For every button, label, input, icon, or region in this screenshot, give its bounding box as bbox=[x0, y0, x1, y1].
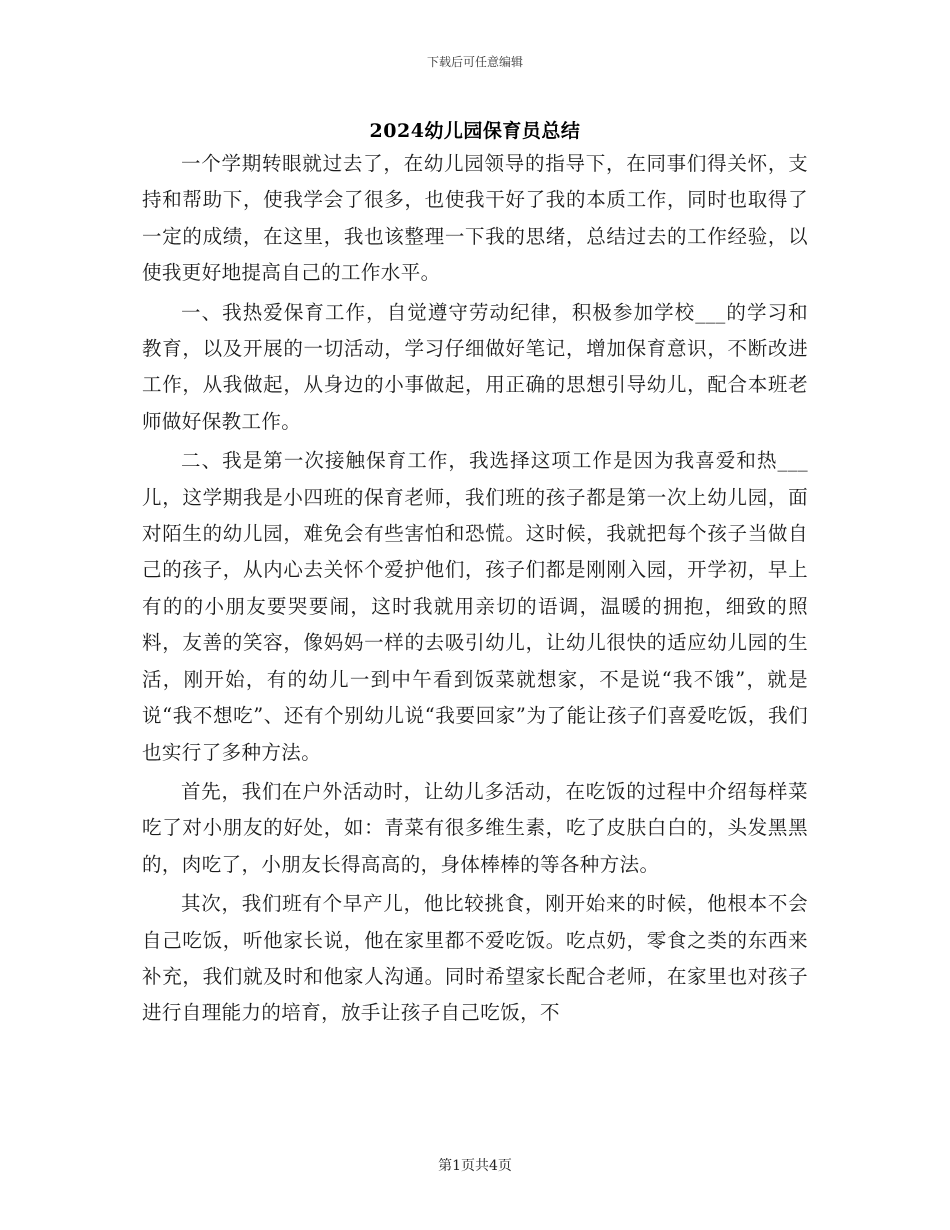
paragraph-first: 首先，我们在户外活动时，让幼儿多活动，在吃饭的过程中介绍每样菜吃了对小朋友的好处，如：青菜有很多维生素，吃了皮肤白白的，头发黑黑的，肉吃了，小朋友长得高高的，身体棒棒的等各种方法。 bbox=[142, 779, 808, 876]
document-body bbox=[142, 146, 808, 1035]
paragraph-point-one: 一、我热爱保育工作，自觉遵守劳动纪律，积极参加学校___的学习和教育，以及开展的一切活动，学习仔细做好笔记，增加保育意识，不断改进工作，从我做起，从身边的小事做起，用正确的思想引导幼儿，配合本班老师做好保教工作。 bbox=[142, 300, 808, 433]
paragraph-intro: 一个学期转眼就过去了，在幼儿园领导的指导下，在同事们得关怀，支持和帮助下，使我学会了很多，也使我干好了我的本质工作，同时也取得了一定的成绩，在这里，我也该整理一下我的思绪，总结过去的工作经验，以使我更好地提高自己的工作水平。 bbox=[142, 152, 808, 285]
header-note: 下载后可任意编辑 bbox=[426, 55, 523, 69]
paragraph-point-two: 二、我是第一次接触保育工作，我选择这项工作是因为我喜爱和热___儿，这学期我是小四班的保育老师，我们班的孩子都是第一次上幼儿园，面对陌生的幼儿园，难免会有些害怕和恐慌。这时候，我就把每个孩子当做自己的孩子，从内心去关怀个爱护他们，孩子们都是刚刚入园，开学初，早上有的的小朋友要哭要闹，这时我就用亲切的语调，温暖的拥抱，细致的照料，友善的笑容，像妈妈一样的去吸引幼儿，让幼儿很快的适应幼儿园的生活，刚开始，有的幼儿一到中午看到饭菜就想家，不是说“我不饿”，就是说“我不想吃”、还有个别幼儿说“我要回家”为了能让孩子们喜爱吃饭，我们也实行了多种方法。 bbox=[142, 449, 808, 764]
page-number: 第1页共4页 bbox=[438, 1158, 512, 1174]
paragraph-second: 其次，我们班有个早产儿，他比较挑食，刚开始来的时候，他根本不会自己吃饭，听他家长说，他在家里都不爱吃饭。吃点奶，零食之类的东西来补充，我们就及时和他家人沟通。同时希望家长配合老师，在家里也对孩子进行自理能力的培育，放手让孩子自己吃饭，不 bbox=[142, 892, 808, 1025]
document-title: 2024幼儿园保育员总结 bbox=[369, 120, 581, 142]
